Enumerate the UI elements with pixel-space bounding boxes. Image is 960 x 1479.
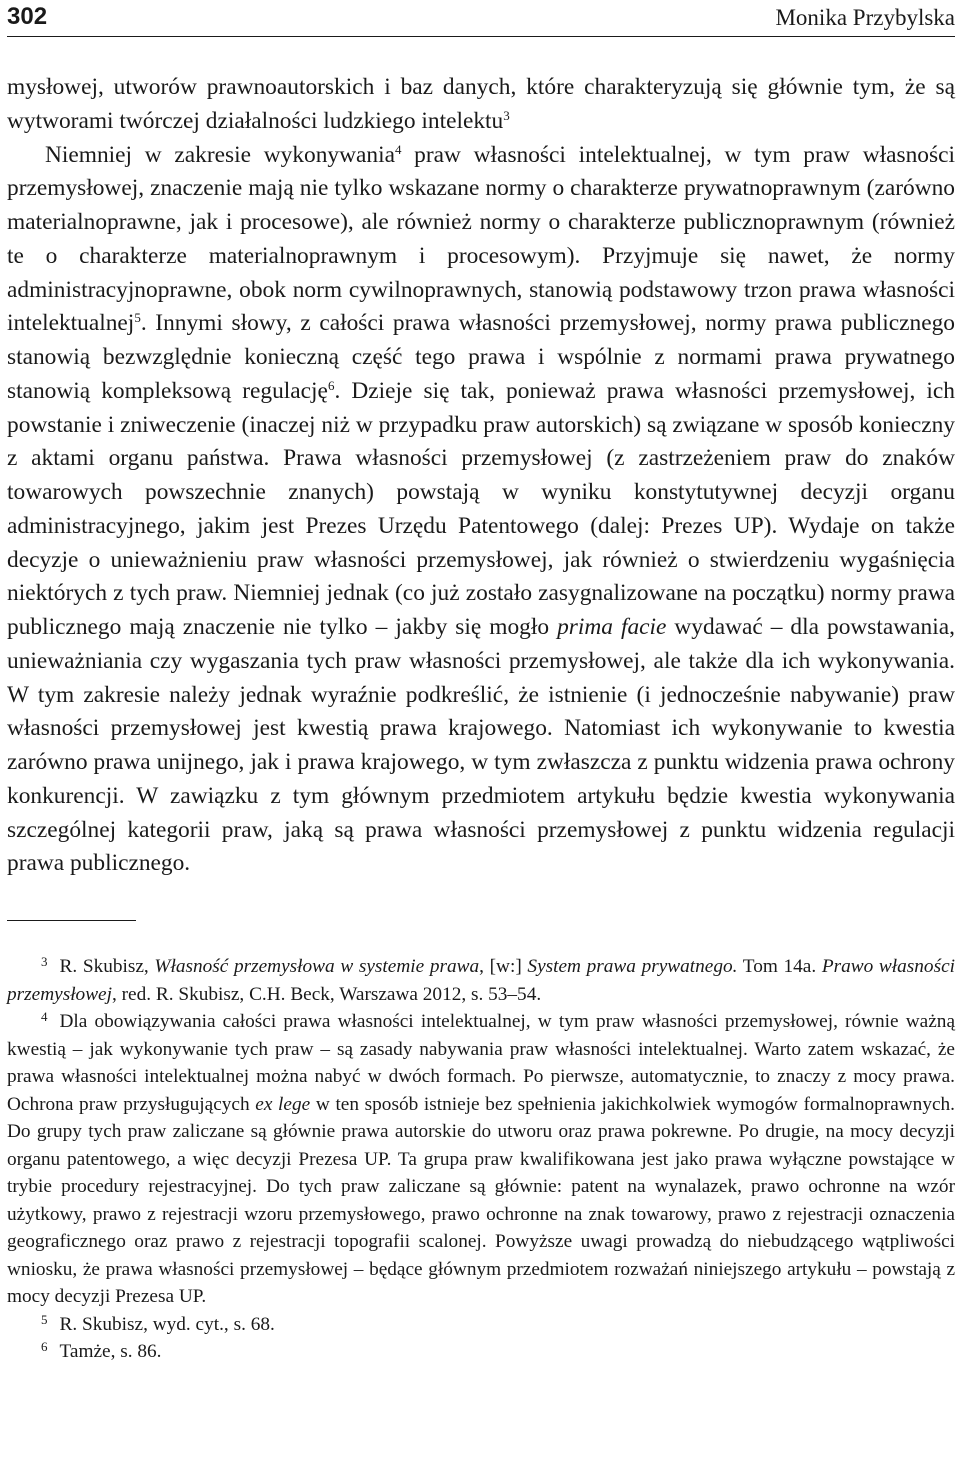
footnote-5 [7, 1311, 955, 1339]
footnote-ref[interactable]: 3 [503, 107, 510, 123]
paragraph-text: mysłowej, utworów prawnoautorskich i baz danych, które charakteryzują się głównie tym, że są wytworami twórczej działalności ludzkiego intelektu [7, 74, 955, 134]
footnote-text: , [w:] [479, 956, 528, 977]
footnote-separator [7, 920, 136, 921]
footnote-4 [7, 1008, 955, 1311]
document-page [7, 0, 955, 1366]
paragraph-text: . Innymi słowy, z całości prawa własności przemysłowej, normy prawa publicznego stanowią bezwzględnie konieczną część tego prawa i wspólnie z normami prawa prywatnego stanowią kompleksową regulację [7, 310, 955, 404]
footnote-text: Dla obowiązywania całości prawa własności intelektualnej, w tym praw własności przemysłowej, równie ważną kwestią – jak wykonywanie tych praw – są zasady nabywania praw własności intelektualnej. Warto zatem wskazać, że prawa własności intelektualnej można nabyć w dwóch formach. Po pierwsze, automatycznie, to znaczy z mocy prawa. Ochrona praw przysługujących [7, 1011, 955, 1115]
footnote-italic: ex lege [255, 1093, 311, 1115]
footnotes [7, 953, 955, 1366]
footnote-text: Tamże, s. 86. [59, 1341, 162, 1362]
footnote-text: Tom 14a. [737, 956, 822, 977]
running-header [7, 2, 955, 37]
paragraph-text: wydawać – dla powstawania, unieważniania czy wygaszania tych praw własności przemysłowej, ale także dla ich wykonywania. W tym zakresie należy jednak wyraźnie podkreślić, że istnienie (i jednocześnie nabywanie) praw własności przemysłowej jest kwestią prawa krajowego. Natomiast ich wykonywanie to kwestia zarówno prawa unijnego, jak i prawa krajowego, w tym zwłaszcza z punktu widzenia prawa ochrony konkurencji. W zawiązku z tym głównym przedmiotem artykułu będzie kwestia wykonywania szczególnej kategorii praw, jaką są prawa własności przemysłowej z punktu widzenia regulacji prawa publicznego. [7, 614, 955, 877]
footnote-text: , red. R. Skubisz, C.H. Beck, Warszawa 2012, s. 53–54. [111, 983, 542, 1005]
footnote-number: 6 [41, 1339, 48, 1355]
page-number: 302 [7, 3, 48, 30]
footnote-6 [7, 1338, 955, 1366]
paragraph-text: praw własności intelektualnej, w tym praw własności przemysłowej, znaczenie mają nie tylko wskazane normy o charakterze prywatnoprawnym (zarówno materialnoprawne, jak i procesowe), ale również normy o charakterze publicznoprawnym (również te o charakterze materialnoprawnym i procesowym). Przyjmuje się nawet, że normy administracyjnoprawne, obok norm cywilnoprawnych, stanowią podstawowy trzon prawa własności intelektualnej [7, 141, 955, 337]
paragraph-text: . Dzieje się tak, ponieważ prawa własności przemysłowej, ich powstanie i zniweczenie (inaczej niż w przypadku praw autorskich) są związane w sposób konieczny z aktami organu państwa. Prawa własności przemysłowej (z zastrzeżeniem praw do znaków towarowych powszechnie znanych) powstają w wyniku konstytutywnej decyzji organu administracyjnego, jakim jest Prezes Urzędu Patentowego (dalej: Prezes UP). Wydaje on także decyzje o unieważnieniu praw własności przemysłowej, jak również o stwierdzeniu wygaśnięcia niektórych z tych praw. Niemniej jednak (co już zostało zasygnalizowane na początku) normy prawa publicznego mają znaczenie nie tylko – jakby się mogło [7, 377, 955, 640]
footnote-text: R. Skubisz, [59, 956, 155, 977]
footnote-text: R. Skubisz, wyd. cyt., s. 68. [59, 1313, 275, 1335]
footnote-ref[interactable]: 6 [327, 377, 335, 393]
footnote-number: 5 [41, 1311, 48, 1327]
footnote-ref[interactable]: 5 [134, 310, 141, 326]
footnote-3 [7, 953, 955, 1008]
footnote-title: Prawo własności przemysłowej [7, 956, 955, 1005]
paragraph-continued [7, 71, 955, 139]
footnote-title: System prawa prywatnego. [527, 956, 738, 977]
footnote-number: 4 [41, 1009, 48, 1025]
footnote-text: w ten sposób istnieje bez spełnienia jakichkolwiek wymogów formalnoprawnych. Do grupy tych praw zaliczane są głównie prawa autorskie do utworu oraz prawa pokrewne. Po drugie, na mocy decyzji organu patentowego, a więc decyzji Prezesa UP. Ta grupa praw kwalifikowana jest jako prawa wyłączne powstające w trybie procedury rejestracyjnej. Do tych praw zaliczane są głównie: patent na wynalazek, prawo ochronne na wzór użytkowy, prawo z rejestracji wzoru przemysłowego, prawo ochronne na znak towarowy, prawo z rejestracji oznaczenia geograficznego oraz prawo z rejestracji topografii scalonej. Powyższe uwagi prowadzą do niebudzącego wątpliwości wniosku, że prawa własności przemysłowej – będące głównym przedmiotem rozważań niniejszego artykułu – powstają z mocy decyzji Prezesa UP. [7, 1093, 955, 1307]
running-author: Monika Przybylska [775, 5, 955, 30]
body-text [7, 71, 955, 881]
footnote-number: 3 [41, 954, 48, 970]
italic-phrase: prima facie [557, 614, 667, 640]
footnote-ref[interactable]: 4 [394, 141, 402, 157]
paragraph-text: Niemniej w zakresie wykonywania [45, 141, 395, 168]
footnote-title: Własność przemysłowa w systemie prawa [154, 956, 480, 977]
paragraph [7, 139, 955, 882]
